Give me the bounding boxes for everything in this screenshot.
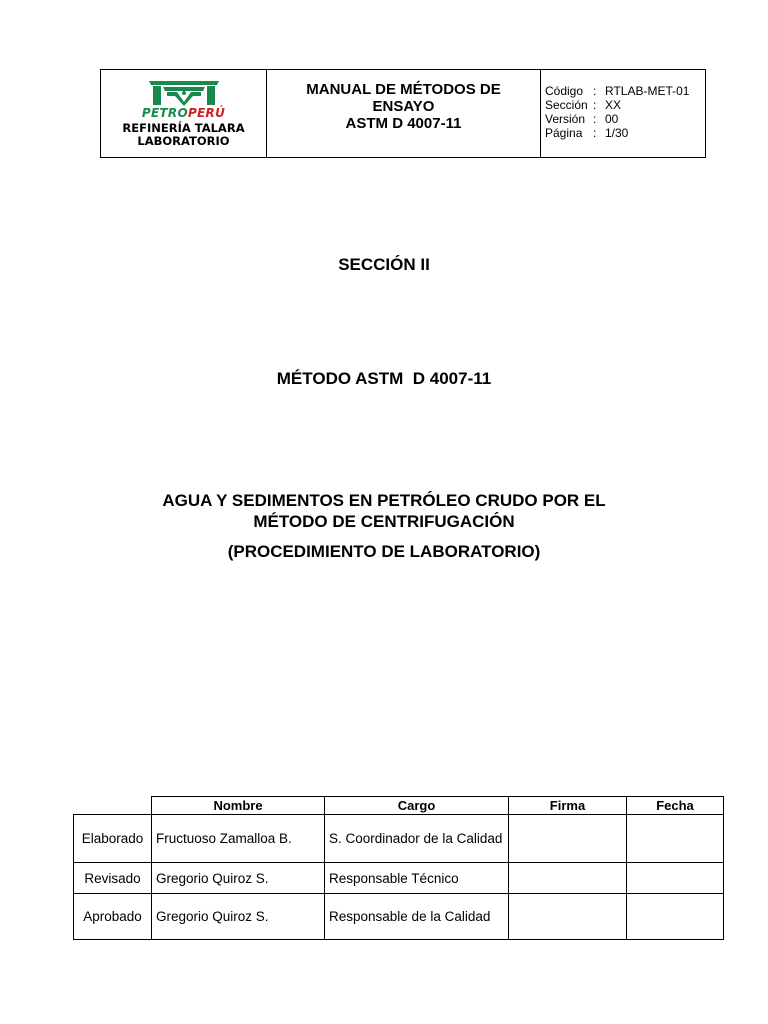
- table-row: [74, 815, 724, 863]
- firma-cell: [509, 815, 627, 863]
- procedure-heading: (PROCEDIMIENTO DE LABORATORIO): [227, 542, 541, 561]
- subject-heading: [0, 490, 768, 532]
- name-cell: Gregorio Quiroz S.: [152, 894, 325, 940]
- document-info: [541, 70, 705, 157]
- role-cell: Aprobado: [74, 894, 152, 940]
- lab-name: LABORATORIO: [137, 134, 230, 148]
- role-cell: Elaborado: [74, 815, 152, 863]
- signature-table: [73, 796, 724, 940]
- title-line-2: ENSAYO: [372, 98, 435, 115]
- info-seccion: Sección : XX: [545, 98, 622, 112]
- cargo-cell: S. Coordinador de la Calidad: [325, 815, 509, 863]
- col-firma: Firma: [509, 797, 627, 815]
- info-pagina: Página : 1/30: [545, 126, 629, 140]
- col-nombre: Nombre: [152, 797, 325, 815]
- cargo-cell: Responsable de la Calidad: [325, 894, 509, 940]
- petroperu-logo-icon: [147, 78, 221, 108]
- refinery-name: REFINERÍA TALARA: [122, 121, 245, 135]
- title-line-3: ASTM D 4007-11: [345, 115, 462, 132]
- manual-title: [267, 70, 541, 157]
- cargo-cell: Responsable Técnico: [325, 863, 509, 894]
- table-row: [74, 894, 724, 940]
- role-cell: Revisado: [74, 863, 152, 894]
- title-line-1: MANUAL DE MÉTODOS DE: [306, 81, 501, 98]
- method-heading: MÉTODO ASTM D 4007-11: [276, 369, 492, 388]
- signature-header-row: [74, 797, 724, 815]
- document-header: [100, 69, 706, 158]
- subject-line-2: MÉTODO DE CENTRIFUGACIÓN: [253, 512, 515, 531]
- info-version: Versión : 00: [545, 112, 619, 126]
- fecha-cell: [627, 863, 724, 894]
- section-heading: SECCIÓN II: [338, 255, 430, 274]
- info-codigo: Código : RTLAB-MET-01: [545, 84, 690, 98]
- firma-cell: [509, 894, 627, 940]
- blank-corner: [74, 797, 152, 815]
- name-cell: Fructuoso Zamalloa B.: [152, 815, 325, 863]
- fecha-cell: [627, 894, 724, 940]
- subject-line-1: AGUA Y SEDIMENTOS EN PETRÓLEO CRUDO POR EL: [162, 491, 606, 510]
- name-cell: Gregorio Quiroz S.: [152, 863, 325, 894]
- brand-wordmark: PETROPERÚ: [141, 106, 226, 120]
- firma-cell: [509, 863, 627, 894]
- logo-cell: [101, 70, 267, 157]
- col-fecha: Fecha: [627, 797, 724, 815]
- table-row: [74, 863, 724, 894]
- col-cargo: Cargo: [325, 797, 509, 815]
- fecha-cell: [627, 815, 724, 863]
